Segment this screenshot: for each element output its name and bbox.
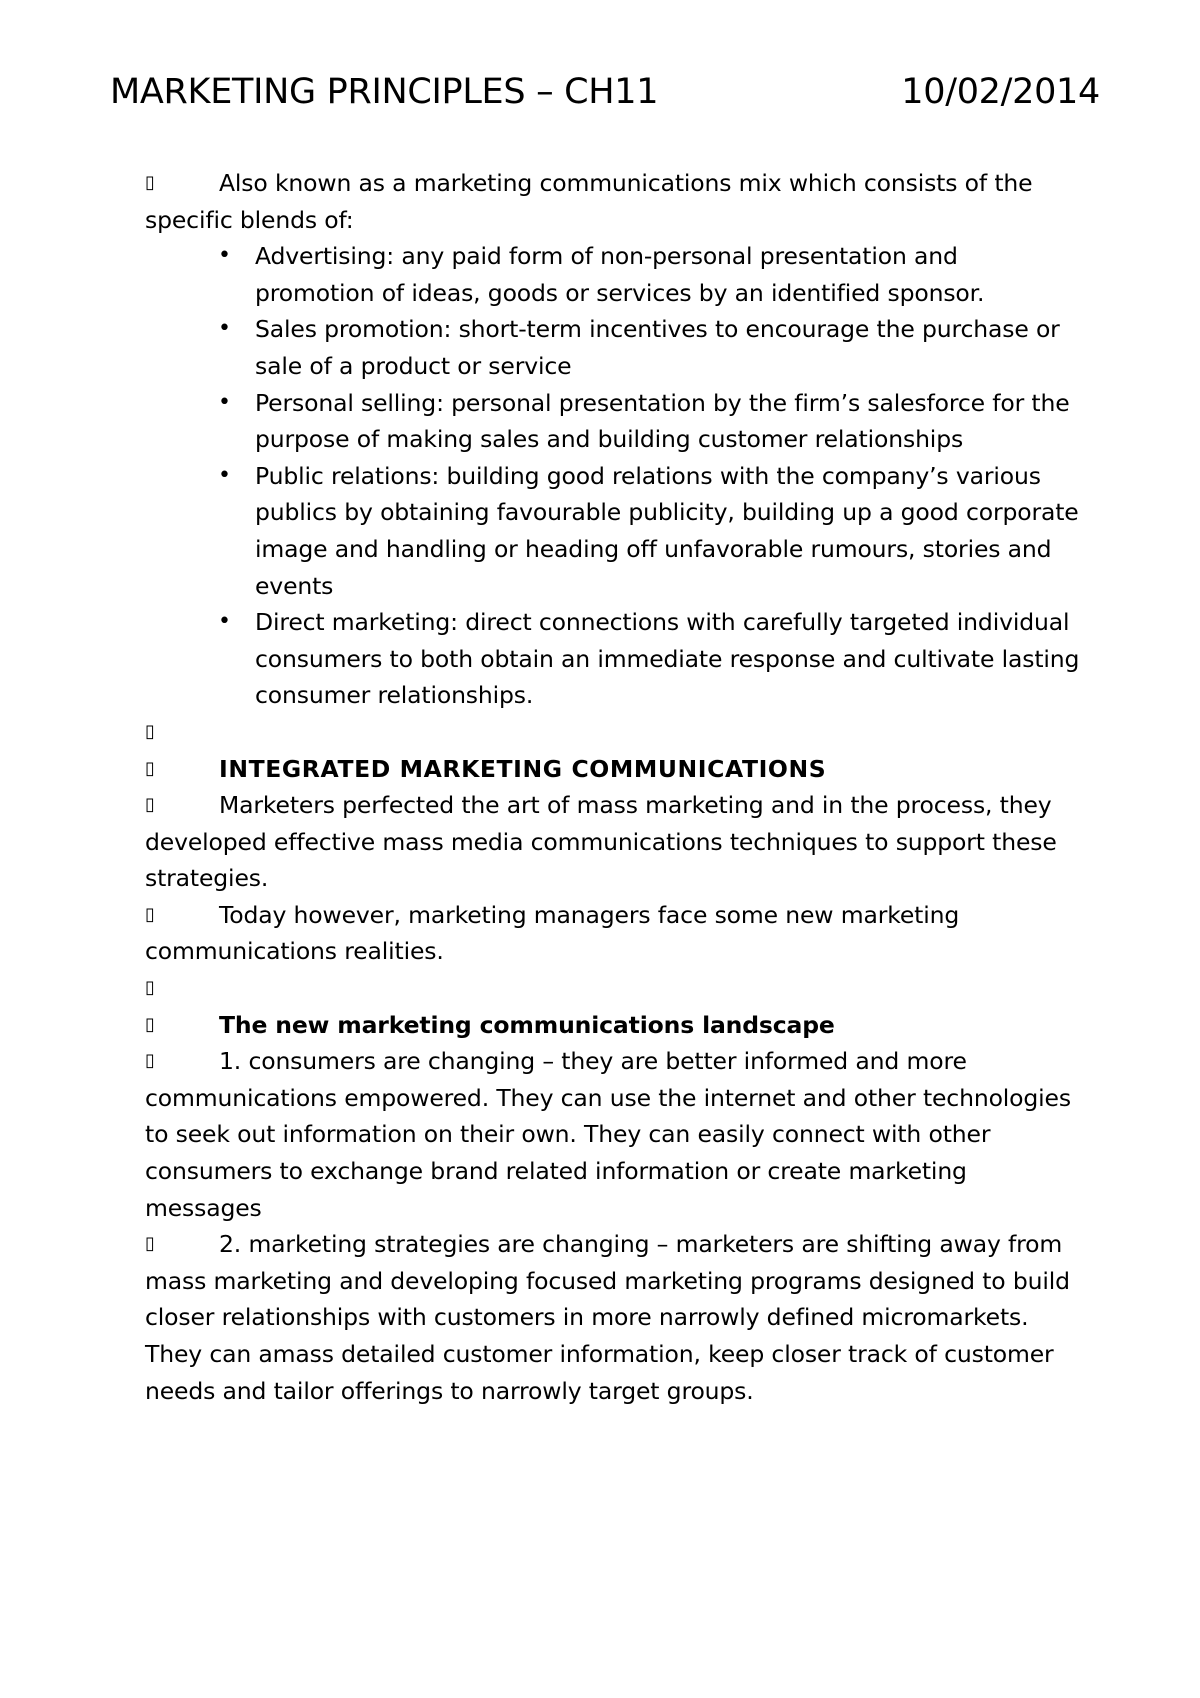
paragraph-text: Today however, marketing managers face some new marketing communications realities. [145,900,960,966]
missing-glyph-icon [145,1226,163,1263]
list-item [255,385,1080,458]
list-item [255,238,1080,311]
missing-glyph-icon [145,751,163,788]
empty-paragraph [145,714,1080,751]
section-heading [145,1007,1080,1044]
missing-glyph-icon [145,787,163,824]
paragraph-text: Marketers perfected the art of mass marketing and in the process, they developed effective mass media communications techniques to support these strategies. [145,791,1057,893]
section-heading [145,751,1080,788]
missing-glyph-icon [145,1043,163,1080]
paragraph-text: 2. marketing strategies are changing – marketers are shifting away from mass marketing and developing focused marketing programs designed to build closer relationships with customers in more narrowly defined micromarkets. They can amass detailed customer information, keep closer track of customer needs and tailor offerings to narrowly target groups. [145,1230,1070,1405]
empty-paragraph [145,970,1080,1007]
list-item-text: Public relations: building good relations with the company’s various publics by obtaining favourable publicity, building up a good corporate image and handling or heading off unfavorable rumours, stories and events [255,461,1079,600]
landscape-heading: The new marketing communications landscape [219,1010,835,1039]
body-paragraph [145,1043,1080,1226]
missing-glyph-icon [145,897,163,934]
list-item-text: Advertising: any paid form of non-personal presentation and promotion of ideas, goods or services by an identified sponsor. [255,242,985,307]
imc-heading: INTEGRATED MARKETING COMMUNICATIONS [219,754,827,783]
list-item [255,604,1080,714]
body-paragraph [145,787,1080,897]
list-item [255,311,1080,384]
document-title: MARKETING PRINCIPLES – CH11 [110,72,659,112]
bullet-icon [218,604,231,641]
body-paragraph [145,1226,1080,1409]
intro-paragraph [145,165,1080,238]
list-item-text: Personal selling: personal presentation by the firm’s salesforce for the purpose of making sales and building customer relationships [255,388,1070,454]
document-date: 10/02/2014 [901,72,1100,112]
document-body [145,165,1080,1409]
missing-glyph-icon [145,970,163,1007]
intro-text: Also known as a marketing communications mix which consists of the specific blends of: [145,169,1033,234]
list-item [255,458,1080,604]
page-header [110,72,1100,122]
body-paragraph [145,897,1080,970]
bullet-icon [218,238,231,275]
missing-glyph-icon [145,165,163,202]
list-item-text: Sales promotion: short-term incentives to encourage the purchase or sale of a product or service [255,315,1060,380]
bullet-icon [218,385,231,422]
bullet-icon [218,311,231,348]
missing-glyph-icon [145,1007,163,1044]
list-item-text: Direct marketing: direct connections with carefully targeted individual consumers to both obtain an immediate response and cultivate lasting consumer relationships. [255,608,1080,710]
bullet-icon [218,458,231,495]
communications-mix-list [145,238,1080,714]
paragraph-text: 1. consumers are changing – they are better informed and more communications empowered. They can use the internet and other technologies to seek out information on their own. They can easily connect with other consumers to exchange brand related information or create marketing messages [145,1047,1071,1222]
missing-glyph-icon [145,714,163,751]
